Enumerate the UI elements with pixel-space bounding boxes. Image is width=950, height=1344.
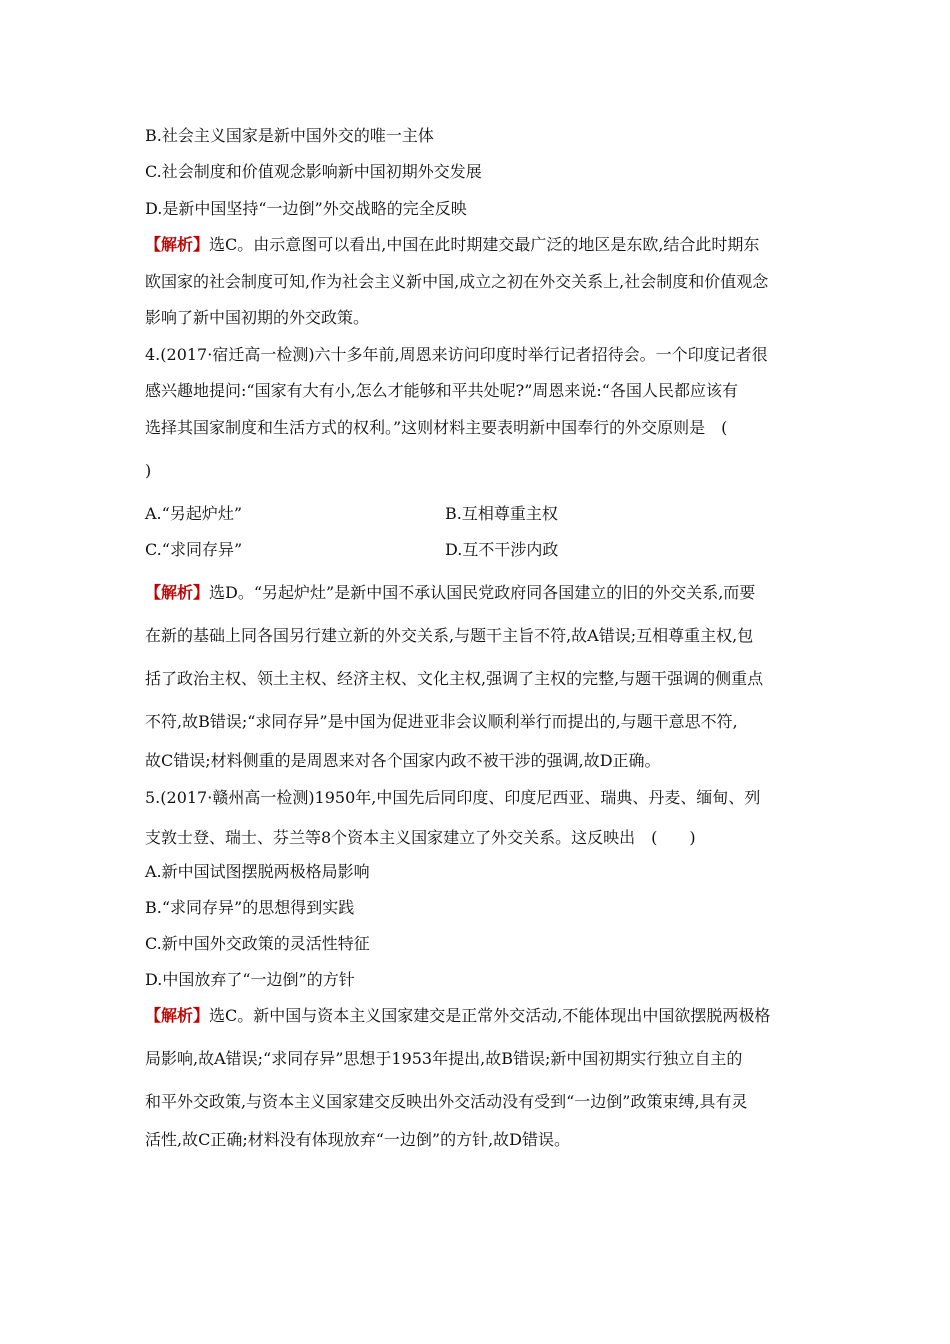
q4-analysis-text: 故C错误;材料侧重的是周恩来对各个国家内政不被干涉的强调,故D正确。 [145,751,661,770]
q4-stem: 选择其国家制度和生活方式的权利。”这则材料主要表明新中国奉行的外交原则是 ( [145,418,728,437]
q4-stem: 4.(2017·宿迁高一检测)六十多年前,周恩来访问印度时举行记者招待会。一个印度记者很 [145,345,768,364]
q5-analysis-text: 和平外交政策,与资本主义国家建交反映出外交活动没有受到“一边倒”政策束缚,具有灵 [145,1092,748,1111]
q3-option-d: D.是新中国坚持“一边倒”外交战略的完全反映 [145,199,467,218]
q3-analysis-text: 欧国家的社会制度可知,作为社会主义新中国,成立之初在外交关系上,社会制度和价值观念 [145,272,769,291]
q3-option-b: B.社会主义国家是新中国外交的唯一主体 [145,126,434,145]
q5-stem: 5.(2017·赣州高一检测)1950年,中国先后同印度、印度尼西亚、瑞典、丹麦、缅甸、列 [145,788,761,807]
q4-option-d: D.互不干涉内政 [445,540,559,559]
q4-analysis-text: 选D。“另起炉灶”是新中国不承认国民党政府同各国建立的旧的外交关系,而要 [209,583,756,602]
q3-option-c: C.社会制度和价值观念影响新中国初期外交发展 [145,162,482,181]
analysis-tag: 【解析】 [145,583,210,602]
q5-option-a: A.新中国试图摆脱两极格局影响 [145,862,370,881]
q4-option-b: B.互相尊重主权 [445,504,558,523]
q5-analysis-line [145,1006,770,1026]
q4-option-c: C.“求同存异” [145,540,243,559]
q3-analysis-line [145,235,759,255]
q5-option-c: C.新中国外交政策的灵活性特征 [145,934,370,953]
q3-analysis-text: 选C。由示意图可以看出,中国在此时期建交最广泛的地区是东欧,结合此时期东 [209,235,760,254]
analysis-tag: 【解析】 [145,1006,210,1025]
q4-analysis-text: 括了政治主权、领土主权、经济主权、文化主权,强调了主权的完整,与题干强调的侧重点 [145,669,764,688]
q3-analysis-text: 影响了新中国初期的外交政策。 [145,308,370,327]
q5-option-d: D.中国放弃了“一边倒”的方针 [145,970,355,989]
q4-analysis-line [145,583,755,603]
q4-option-a: A.“另起炉灶” [145,504,243,523]
q5-analysis-text: 选C。新中国与资本主义国家建交是正常外交活动,不能体现出中国欲摆脱两极格 [209,1006,771,1025]
q5-analysis-text: 活性,故C正确;材料没有体现放弃“一边倒”的方针,故D错误。 [145,1130,570,1149]
q4-analysis-text: 在新的基础上同各国另行建立新的外交关系,与题干主旨不符,故A错误;互相尊重主权,包 [145,626,754,645]
q4-analysis-text: 不符,故B错误;“求同存异”是中国为促进亚非会议顺利举行而提出的,与题干意思不符, [145,712,738,731]
analysis-tag: 【解析】 [145,235,210,254]
q4-stem: 感兴趣地提问:“国家有大有小,怎么才能够和平共处呢?”周恩来说:“各国人民都应该有 [145,381,738,400]
q5-analysis-text: 局影响,故A错误;“求同存异”思想于1953年提出,故B错误;新中国初期实行独立自主的 [145,1049,743,1068]
q5-option-b: B.“求同存异”的思想得到实践 [145,898,355,917]
q5-stem: 支敦士登、瑞士、芬兰等8个资本主义国家建立了外交关系。这反映出 ( ) [145,828,696,847]
q4-stem: ) [145,461,152,480]
